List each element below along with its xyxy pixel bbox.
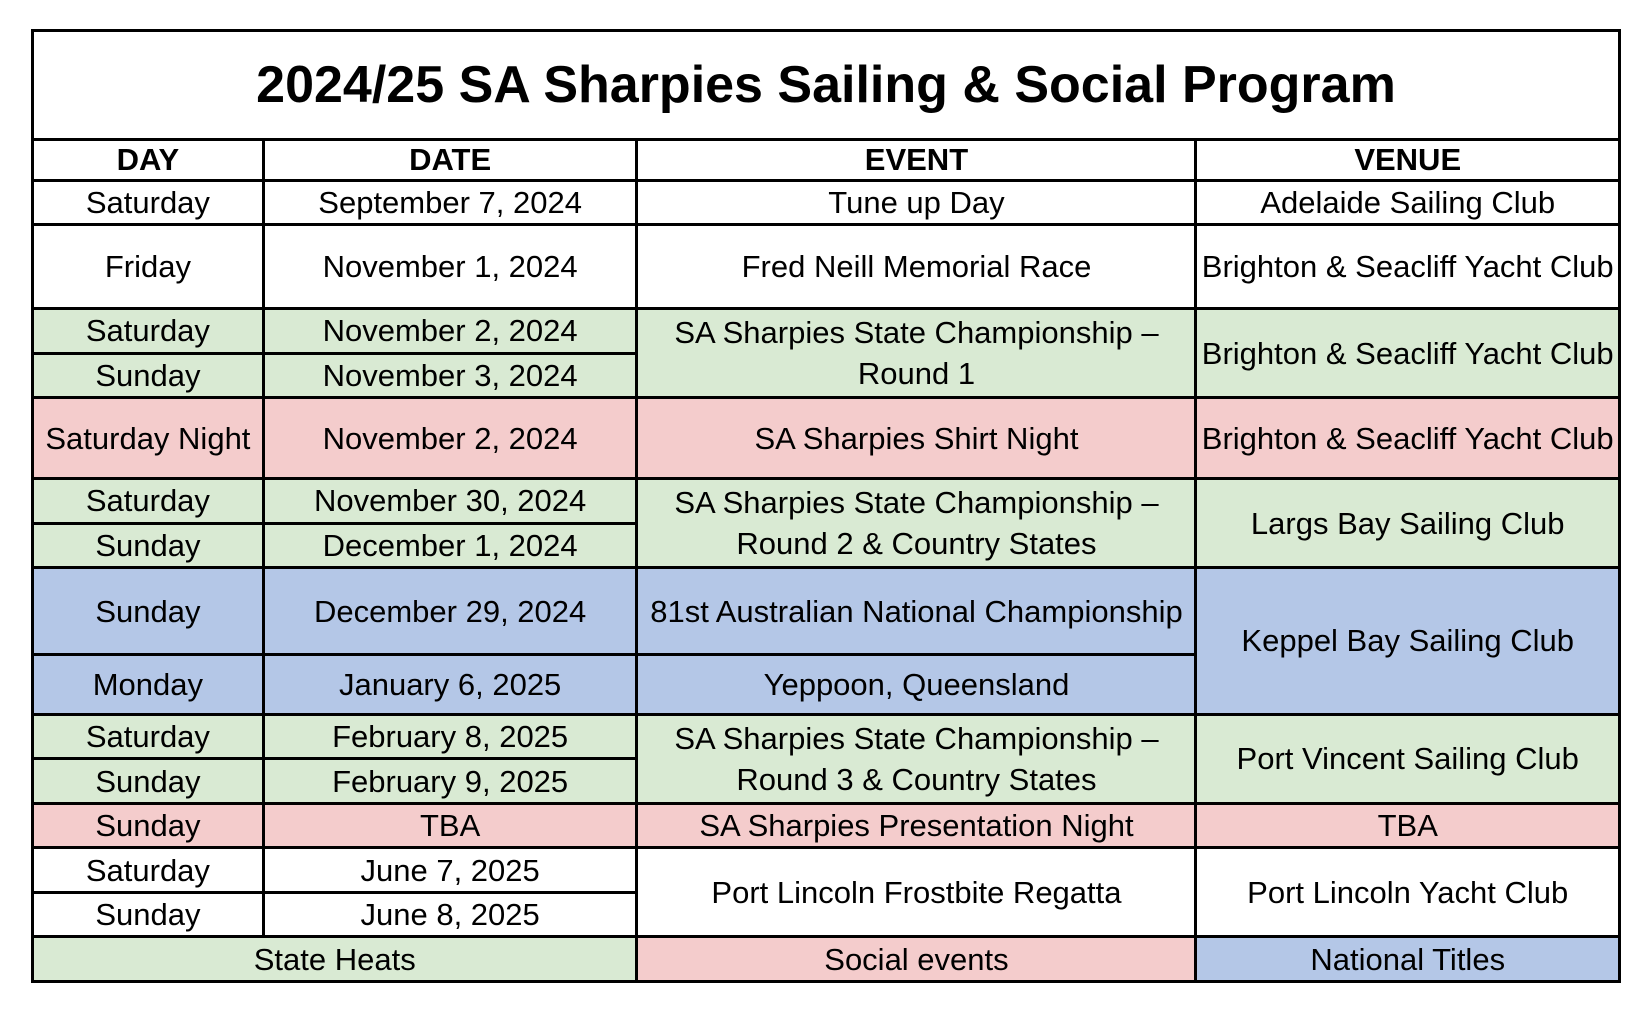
date-cell: November 3, 2024 [263, 353, 637, 398]
event-cell: SA Sharpies Presentation Night [637, 803, 1196, 848]
venue-cell: Brighton & Seacliff Yacht Club [1196, 398, 1620, 479]
table-row [33, 180, 1620, 225]
program-table [31, 29, 1621, 983]
day-cell: Sunday [33, 353, 264, 398]
venue-cell: Largs Bay Sailing Club [1196, 479, 1620, 568]
date-cell: February 9, 2025 [263, 759, 637, 804]
date-cell: November 2, 2024 [263, 309, 637, 354]
date-cell: December 29, 2024 [263, 568, 637, 655]
date-cell: June 7, 2025 [263, 848, 637, 893]
date-cell: February 8, 2025 [263, 714, 637, 759]
event-cell: SA Sharpies State Championship – Round 3 & Country States [637, 714, 1196, 803]
venue-cell: Brighton & Seacliff Yacht Club [1196, 225, 1620, 309]
date-cell: January 6, 2025 [263, 655, 637, 715]
event-cell: 81st Australian National Championship [637, 568, 1196, 655]
table-row [33, 568, 1620, 655]
venue-cell: TBA [1196, 803, 1620, 848]
table-row [33, 848, 1620, 893]
day-cell: Saturday [33, 714, 264, 759]
legend-national-titles: National Titles [1196, 937, 1620, 982]
day-cell: Saturday Night [33, 398, 264, 479]
table-row [33, 309, 1620, 354]
date-cell: TBA [263, 803, 637, 848]
table-row [33, 398, 1620, 479]
day-cell: Saturday [33, 479, 264, 524]
date-cell: November 1, 2024 [263, 225, 637, 309]
day-cell: Sunday [33, 523, 264, 568]
venue-cell: Brighton & Seacliff Yacht Club [1196, 309, 1620, 398]
day-cell: Sunday [33, 568, 264, 655]
table-row [33, 714, 1620, 759]
table-row [33, 479, 1620, 524]
event-cell: Port Lincoln Frostbite Regatta [637, 848, 1196, 937]
date-cell: December 1, 2024 [263, 523, 637, 568]
date-cell: September 7, 2024 [263, 180, 637, 225]
table-row [33, 803, 1620, 848]
day-cell: Saturday [33, 309, 264, 354]
venue-cell: Port Vincent Sailing Club [1196, 714, 1620, 803]
column-header-venue: VENUE [1196, 140, 1620, 180]
event-cell: Tune up Day [637, 180, 1196, 225]
day-cell: Saturday [33, 848, 264, 893]
date-cell: June 8, 2025 [263, 892, 637, 937]
column-header-date: DATE [263, 140, 637, 180]
event-cell: Fred Neill Memorial Race [637, 225, 1196, 309]
day-cell: Sunday [33, 803, 264, 848]
legend-row [33, 937, 1620, 982]
venue-cell: Port Lincoln Yacht Club [1196, 848, 1620, 937]
day-cell: Friday [33, 225, 264, 309]
date-cell: November 30, 2024 [263, 479, 637, 524]
event-cell: SA Sharpies State Championship – Round 1 [637, 309, 1196, 398]
venue-cell: Keppel Bay Sailing Club [1196, 568, 1620, 715]
event-cell: Yeppoon, Queensland [637, 655, 1196, 715]
event-cell: SA Sharpies Shirt Night [637, 398, 1196, 479]
legend-state-heats: State Heats [33, 937, 637, 982]
venue-cell: Adelaide Sailing Club [1196, 180, 1620, 225]
page-title: 2024/25 SA Sharpies Sailing & Social Program [33, 31, 1620, 140]
column-header-day: DAY [33, 140, 264, 180]
table-row [33, 225, 1620, 309]
day-cell: Monday [33, 655, 264, 715]
event-cell: SA Sharpies State Championship – Round 2 & Country States [637, 479, 1196, 568]
day-cell: Sunday [33, 759, 264, 804]
day-cell: Saturday [33, 180, 264, 225]
day-cell: Sunday [33, 892, 264, 937]
legend-social-events: Social events [637, 937, 1196, 982]
date-cell: November 2, 2024 [263, 398, 637, 479]
column-header-event: EVENT [637, 140, 1196, 180]
